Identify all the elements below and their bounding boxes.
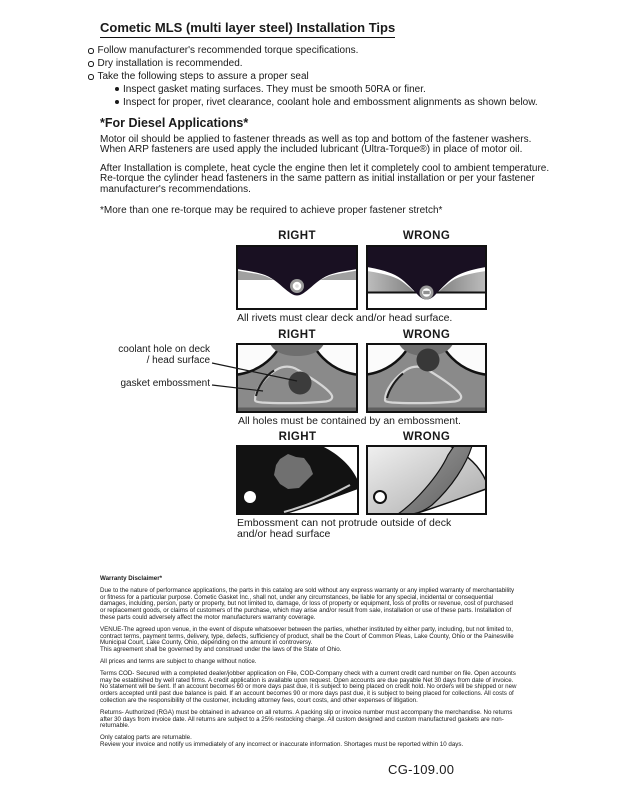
row1-caption: All rivets must clear deck and/or head surface. <box>237 312 453 324</box>
list-item <box>115 83 558 96</box>
dot-bullet-icon <box>115 100 119 104</box>
embossment-wrong-figure <box>366 343 487 413</box>
tip-text: Follow manufacturer's recommended torque specifications. <box>97 45 359 56</box>
page-code: CG-109.00 <box>388 762 455 777</box>
row1-right-label: RIGHT <box>278 230 316 242</box>
rivet-clearance-wrong-figure <box>366 245 487 310</box>
list-item <box>88 70 558 83</box>
page-title: Cometic MLS (multi layer steel) Installation Tips <box>100 20 395 38</box>
tip-text: Take the following steps to assure a proper seal <box>97 71 309 82</box>
list-item <box>88 44 558 57</box>
tip-text: Inspect for proper, rivet clearance, coolant hole and embossment alignments as shown below. <box>123 97 538 108</box>
circle-bullet-icon <box>88 74 94 80</box>
protrusion-wrong-figure <box>366 445 487 515</box>
dot-bullet-icon <box>115 87 119 91</box>
coolant-hole-annotation: coolant hole on deck / head surface <box>118 344 210 366</box>
list-item <box>115 96 558 109</box>
circle-bullet-icon <box>88 61 94 67</box>
row1-wrong-label: WRONG <box>402 230 451 242</box>
row3-wrong-label: WRONG <box>402 431 451 443</box>
row2-right-label: RIGHT <box>278 329 316 341</box>
row3-caption: Embossment can not protrude outside of deck and/or head surface <box>237 517 452 540</box>
warranty-disclaimer-heading: Warranty Disclaimer* <box>100 575 163 582</box>
legal-paragraph: This agreement shall be governed by and construed under the laws of the State of Ohio. <box>100 646 342 654</box>
legal-paragraph: Returns- Authorized (RGA) must be obtained in advance on all returns. A packing slip or invoice number must accompany the merchandise. No returns after 30 days from invoice date. All returns are subject to a 25% restocking charge. All custom designed and custom manufactured gaskets are non-returnable. <box>100 708 513 730</box>
row2-wrong-label: WRONG <box>402 329 451 341</box>
list-item <box>88 57 558 70</box>
gasket-embossment-annotation: gasket embossment <box>120 378 210 389</box>
legal-paragraph: Review your invoice and notify us immediately of any incorrect or inaccurate information. Shortages must be reported within 10 days. <box>100 740 464 748</box>
tip-text: Dry installation is recommended. <box>97 58 243 69</box>
circle-bullet-icon <box>88 48 94 54</box>
rivet-clearance-right-figure <box>236 245 358 310</box>
row3-right-label: RIGHT <box>278 431 317 443</box>
tip-text: Inspect gasket mating surfaces. They must be smooth 50RA or finer. <box>123 84 426 95</box>
legal-paragraph: Terms COD- Secured with a completed dealer/jobber application on File, COD-Company check with a current credit card number on file. Open accounts may be established by well rated firms. A credit application is available upon request. Open accounts are due payable Net 30 days from date of invoice. No statement will be sent. If an account becomes 60 or more days past due, it is subject to being placed on credit hold. No orders will be shipped or new orders accepted until past due balance is paid. If an account becomes 90 or more days past due, it is subject to being placed for collections. All costs of collection are the responsibility of the customer, including attorney fees, court costs, and other expenses of litigation. <box>100 669 517 704</box>
row2-caption: All holes must be contained by an embossment. <box>238 415 461 427</box>
legal-paragraph: VENUE-The agreed upon venue, in the event of dispute whatsoever between the parties, whether instituted by either party, including, but not limited to, contract terms, payment terms, delivery, type, defects, sufficiency of product, shall be the Court of Common Pleas, Lake County, Ohio or the Painesville Municipal Court, Lake County, Ohio, depending on the amount in controversy. <box>100 625 514 647</box>
diesel-paragraph-1: Motor oil should be applied to fastener threads as well as top and bottom of the fastener washers. When ARP fasteners are used apply the included lubricant (Ultra-Torque®) in place of motor oil. <box>100 134 532 156</box>
protrusion-right-figure <box>236 445 359 515</box>
legal-paragraph: All prices and terms are subject to change without notice. <box>100 657 257 665</box>
legal-paragraph: Only catalog parts are returnable. <box>100 734 192 742</box>
legal-section <box>100 576 520 749</box>
installation-tips-list <box>88 44 558 109</box>
retorque-note: *More than one re-torque may be required to achieve proper fastener stretch* <box>100 205 443 216</box>
diesel-applications-heading: *For Diesel Applications* <box>100 116 249 130</box>
legal-paragraph: Due to the nature of performance applications, the parts in this catalog are sold without any express warranty or any implied warranty of merchantability or fitness for a particular purpose. Cometic Gasket Inc., shall not, under any circumstances, be liable for any special, incidental or consequential damages, including, person, party or property, but not limited to, damage, or loss of property or equipment, loss of profits or revenue, cost of purchased or replacement goods, or claims of customers of the purchase, which may arise and/or result from sale, installation or use of these parts. Installation of these parts could adversely affect the motor manufacturers warranty coverage. <box>100 586 515 621</box>
embossment-right-figure <box>236 343 358 413</box>
diesel-paragraph-2: After Installation is complete, heat cycle the engine then let it completely cool to ambient temperature. Re-torque the cylinder head fasteners in the same pattern as initial installation or per your fastener manufacturer's recommendations. <box>100 163 550 195</box>
